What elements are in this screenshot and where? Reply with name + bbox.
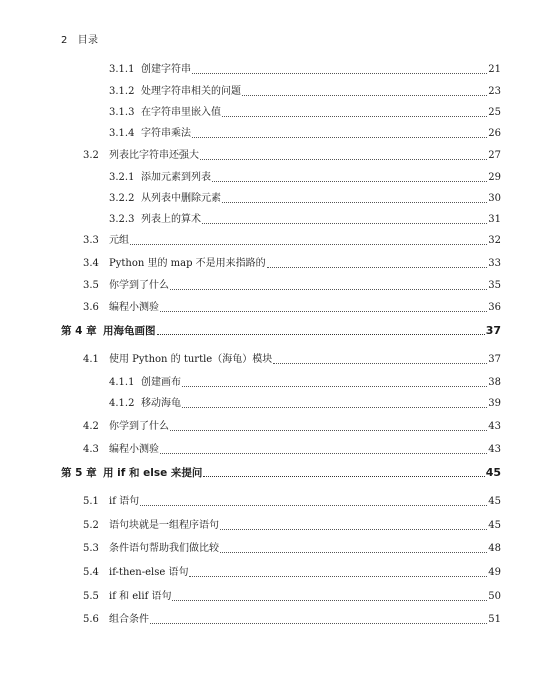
dot-leader <box>267 257 488 268</box>
toc-section-number: 5.4 <box>83 567 99 578</box>
toc-chapter-entry[interactable] <box>61 465 501 479</box>
toc-page-number: 27 <box>488 150 501 161</box>
dot-leader <box>202 213 487 224</box>
toc-title: 创建字符串 <box>141 64 191 75</box>
dot-leader <box>220 542 487 553</box>
toc-title: 元组 <box>109 235 129 246</box>
toc-section-number: 3.6 <box>83 302 99 313</box>
toc-title: 你学到了什么 <box>109 280 169 291</box>
toc-title: 编程小测验 <box>109 302 159 313</box>
toc-entry[interactable] <box>83 494 501 508</box>
toc-page-number: 37 <box>488 354 501 365</box>
toc-page-number: 43 <box>488 444 501 455</box>
toc-entry[interactable] <box>83 589 501 603</box>
toc-section-number: 3.4 <box>83 258 99 269</box>
toc-page-number: 49 <box>488 567 501 578</box>
toc-entry[interactable] <box>109 375 501 389</box>
dot-leader <box>172 590 487 601</box>
dot-leader <box>150 613 487 624</box>
toc-page-number: 32 <box>488 235 501 246</box>
toc-page-number: 31 <box>488 214 501 225</box>
dot-leader <box>200 149 487 160</box>
dot-leader <box>212 171 487 182</box>
toc-title: 用 if 和 else 来提问 <box>103 467 203 479</box>
dot-leader <box>182 397 487 408</box>
toc-entry[interactable] <box>109 105 501 119</box>
header-title: 目录 <box>77 35 99 46</box>
dot-leader <box>157 324 485 335</box>
toc-entry[interactable] <box>83 565 501 579</box>
toc-title: 移动海龟 <box>141 398 181 409</box>
toc-section-number: 3.2.2 <box>109 193 135 204</box>
toc-page-number: 21 <box>488 64 501 75</box>
toc-section-number: 5.6 <box>83 614 99 625</box>
toc-page-number: 45 <box>485 466 501 479</box>
toc-page-number: 39 <box>488 398 501 409</box>
toc-page-number: 29 <box>488 172 501 183</box>
toc-section-number: 4.1 <box>83 354 99 365</box>
toc-title: Python 里的 map 不是用来指路的 <box>109 258 266 269</box>
toc-entry[interactable] <box>109 396 501 410</box>
toc-title: 组合条件 <box>109 614 149 625</box>
toc-entry[interactable] <box>83 278 501 292</box>
toc-title: 语句块就是一组程序语句 <box>109 520 219 531</box>
toc-section-number: 4.1.2 <box>109 398 135 409</box>
dot-leader <box>192 127 487 138</box>
toc-title: 从列表中删除元素 <box>141 193 221 204</box>
toc-section-number: 3.1.2 <box>109 86 135 97</box>
toc-chapter-entry[interactable] <box>61 323 501 337</box>
toc-section-number: 4.1.1 <box>109 377 135 388</box>
dot-leader <box>222 106 487 117</box>
toc-page-number: 48 <box>488 543 501 554</box>
toc-page-number: 37 <box>485 324 501 337</box>
toc-page-number: 45 <box>488 496 501 507</box>
dot-leader <box>220 519 487 530</box>
toc-section-number: 5.2 <box>83 520 99 531</box>
toc-page-number: 35 <box>488 280 501 291</box>
toc-entry[interactable] <box>109 84 501 98</box>
dot-leader <box>140 495 487 506</box>
toc-entry[interactable] <box>83 256 501 270</box>
toc-section-number: 5.5 <box>83 591 99 602</box>
dot-leader <box>273 353 487 364</box>
toc-page-number: 25 <box>488 107 501 118</box>
dot-leader <box>160 443 487 454</box>
toc-title: 你学到了什么 <box>109 421 169 432</box>
toc-page-number: 26 <box>488 128 501 139</box>
toc-page-number: 23 <box>488 86 501 97</box>
toc-section-number: 第 5 章 <box>61 467 97 479</box>
dot-leader <box>160 301 487 312</box>
toc-title: if 语句 <box>109 496 140 507</box>
toc-entry[interactable] <box>83 233 501 247</box>
toc-entry[interactable] <box>83 148 501 162</box>
toc-page-number: 36 <box>488 302 501 313</box>
toc-entry[interactable] <box>109 170 501 184</box>
toc-title: 编程小测验 <box>109 444 159 455</box>
toc-title: if 和 elif 语句 <box>109 591 172 602</box>
toc-title: 条件语句帮助我们做比较 <box>109 543 219 554</box>
toc-entry[interactable] <box>83 442 501 456</box>
toc-section-number: 5.1 <box>83 496 99 507</box>
dot-leader <box>192 63 487 74</box>
toc-entry[interactable] <box>83 352 501 366</box>
toc-section-number: 4.2 <box>83 421 99 432</box>
toc-entry[interactable] <box>83 518 501 532</box>
toc-page-number: 50 <box>488 591 501 602</box>
dot-leader <box>182 376 487 387</box>
toc-entry[interactable] <box>109 191 501 205</box>
toc-title: 创建画布 <box>141 377 181 388</box>
toc-title: 列表比字符串还强大 <box>109 150 199 161</box>
page-number: 2 <box>61 35 68 46</box>
toc-page-number: 51 <box>488 614 501 625</box>
page-header <box>61 31 99 46</box>
toc-entry[interactable] <box>83 541 501 555</box>
toc-title: 处理字符串相关的问题 <box>141 86 241 97</box>
toc-title: if-then-else 语句 <box>109 567 189 578</box>
toc-page-number: 38 <box>488 377 501 388</box>
toc-entry[interactable] <box>83 419 501 433</box>
dot-leader <box>242 85 487 96</box>
toc-section-number: 3.2 <box>83 150 99 161</box>
toc-entry[interactable] <box>109 62 501 76</box>
toc-section-number: 3.2.1 <box>109 172 135 183</box>
toc-page-number: 45 <box>488 520 501 531</box>
toc-title: 字符串乘法 <box>141 128 191 139</box>
toc-entry[interactable] <box>83 612 501 626</box>
dot-leader <box>189 566 487 577</box>
toc-page-number: 33 <box>488 258 501 269</box>
dot-leader <box>130 234 487 245</box>
toc-section-number: 3.1.1 <box>109 64 135 75</box>
toc-entry[interactable] <box>109 212 501 226</box>
toc-section-number: 3.3 <box>83 235 99 246</box>
dot-leader <box>222 192 487 203</box>
toc-title: 列表上的算术 <box>141 214 201 225</box>
dot-leader <box>203 466 484 477</box>
toc-section-number: 5.3 <box>83 543 99 554</box>
toc-section-number: 4.3 <box>83 444 99 455</box>
toc-section-number: 3.1.4 <box>109 128 135 139</box>
toc-section-number: 第 4 章 <box>61 325 97 337</box>
toc-section-number: 3.5 <box>83 280 99 291</box>
toc-section-number: 3.1.3 <box>109 107 135 118</box>
toc-entry[interactable] <box>109 126 501 140</box>
dot-leader <box>170 279 487 290</box>
toc-title: 在字符串里嵌入值 <box>141 107 221 118</box>
toc-title: 使用 Python 的 turtle（海龟）模块 <box>109 354 273 365</box>
dot-leader <box>170 420 487 431</box>
toc-entry[interactable] <box>83 300 501 314</box>
toc-title: 用海龟画图 <box>103 325 156 337</box>
toc-page-number: 43 <box>488 421 501 432</box>
toc-page-number: 30 <box>488 193 501 204</box>
toc-section-number: 3.2.3 <box>109 214 135 225</box>
toc-title: 添加元素到列表 <box>141 172 211 183</box>
